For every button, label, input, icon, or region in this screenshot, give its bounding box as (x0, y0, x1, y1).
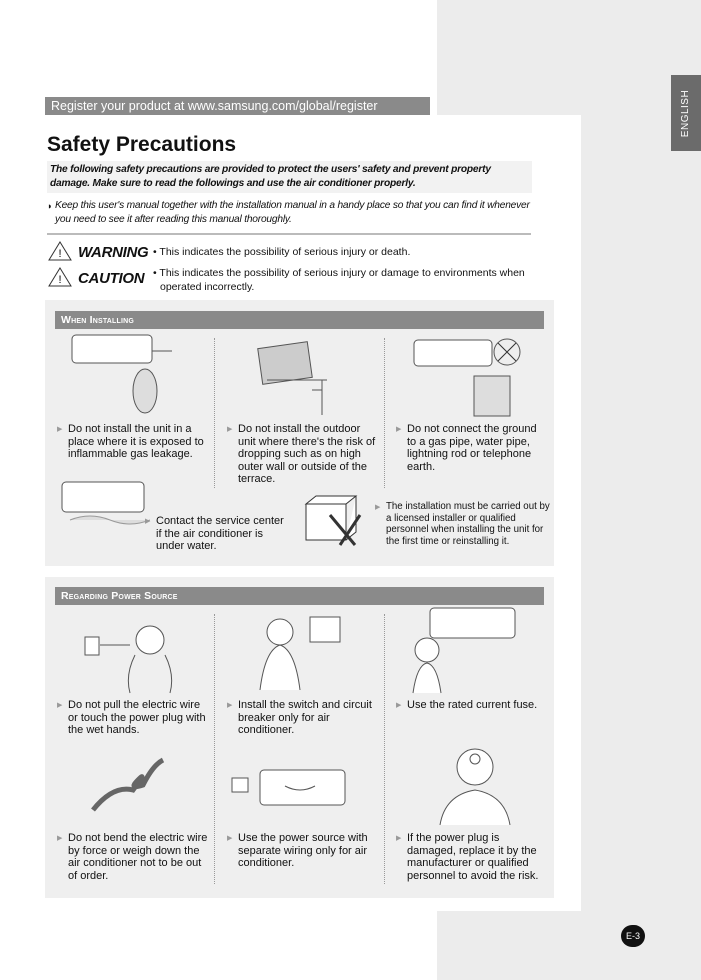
intro-text: The following safety precautions are provided to protect the users' safety and prevent property damage. Make sure to read the followings and use the air conditioner properly. (47, 161, 532, 193)
rated-fuse-illustration (405, 605, 520, 695)
register-banner: Register your product at www.samsung.com/global/register (45, 97, 430, 115)
toolbox-illustration (300, 490, 375, 550)
install-item: ▶ The installation must be carried out by a licensed installer or qualified personnel when installing the unit for the first time or reinstalling it. (375, 501, 550, 547)
column-divider (214, 614, 215, 884)
bent-wire-illustration (88, 755, 173, 820)
qualified-personnel-illustration (430, 745, 520, 825)
caution-label: CAUTION (78, 270, 145, 287)
column-divider (384, 614, 385, 884)
install-item: ▶ Do not connect the ground to a gas pipe, water pipe, lightning rod or telephone earth. (396, 423, 546, 473)
page-title: Safety Precautions (47, 133, 237, 156)
install-item: ▶ Do not install the unit in a place where it is exposed to inflammable gas leakage. (57, 423, 207, 461)
caution-description: • This indicates the possibility of serious injury or damage to environments when operated incorrectly. (153, 267, 525, 293)
svg-text:!: ! (58, 248, 62, 260)
switch-breaker-illustration (255, 612, 350, 692)
warning-triangle-icon (47, 240, 73, 262)
power-item: ▶ Install the switch and circuit breaker only for air conditioner. (227, 699, 377, 737)
language-tab[interactable] (671, 75, 701, 151)
ac-gas-leak-illustration (70, 333, 180, 418)
power-item: ▶ Do not pull the electric wire or touch the power plug with the wet hands. (57, 699, 212, 737)
language-tab-label: ENGLISH (680, 89, 692, 137)
power-item: ▶ Use the rated current fuse. (396, 699, 546, 712)
when-installing-heading: When Installing (55, 311, 544, 329)
page-number: E-3 (621, 925, 645, 947)
wet-hands-plug-illustration (80, 615, 180, 695)
warning-label: WARNING (78, 244, 149, 261)
warning-description: • This indicates the possibility of serious injury or death. (153, 246, 411, 258)
power-item: ▶ Do not bend the electric wire by force or weigh down the air conditioner not to be out of order. (57, 832, 212, 882)
separate-wiring-illustration (230, 768, 350, 813)
svg-text:!: ! (58, 274, 62, 286)
outdoor-unit-illustration (252, 335, 342, 420)
power-item: ▶ If the power plug is damaged, replace it by the manufacturer or qualified personnel to avoid the risk. (396, 832, 546, 882)
divider (47, 233, 531, 235)
install-item: ▶ Contact the service center if the air conditioner is under water. (145, 515, 290, 553)
keep-note-text: Keep this user's manual together with the installation manual in a handy place so that you can find it whenever you need to see it after reading this manual thoroughly. (55, 200, 530, 225)
column-divider (384, 338, 385, 488)
keep-note: ◗ Keep this user's manual together with the installation manual in a handy place so that you can find it whenever you need to see it after reading this manual thoroughly. (47, 199, 537, 227)
install-item: ▶ Do not install the outdoor unit where there's the risk of dropping such as on high outer wall or outside of the terrace. (227, 423, 377, 486)
ground-connection-illustration (412, 338, 522, 423)
caution-triangle-icon (47, 266, 73, 288)
power-item: ▶ Use the power source with separate wiring only for air conditioner. (227, 832, 377, 870)
ac-under-water-illustration (60, 480, 150, 530)
power-source-heading: Regarding Power Source (55, 587, 544, 605)
column-divider (214, 338, 215, 488)
